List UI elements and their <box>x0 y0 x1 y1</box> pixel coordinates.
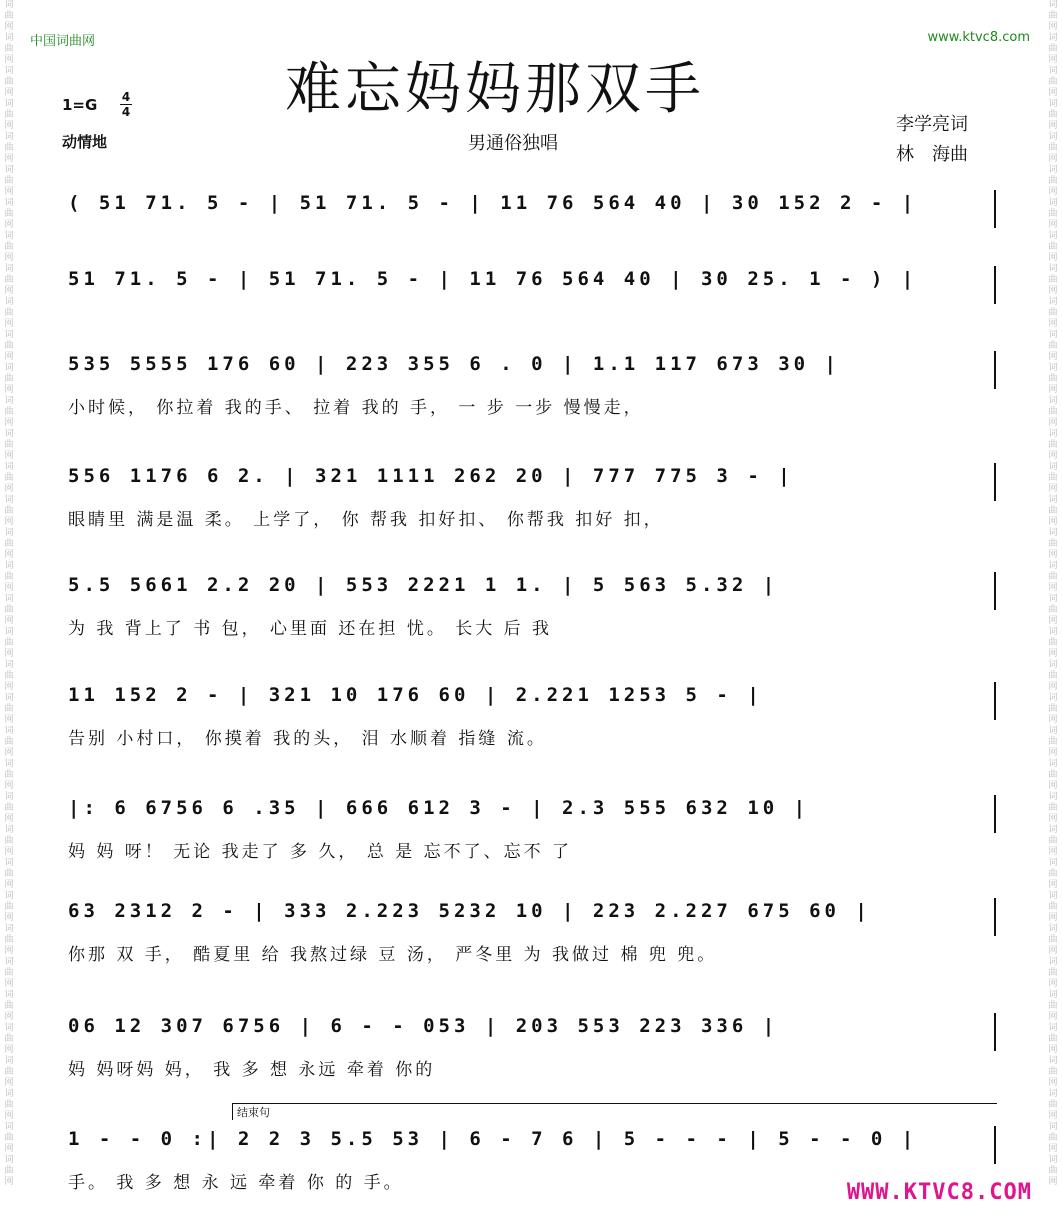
notation-line: 1 - - 0 :| 2 2 3 5.5 53 | 6 - 7 6 | 5 - - - | 5 - - 0 | <box>68 1128 918 1150</box>
site-url-right: www.ktvc8.com <box>927 30 1030 45</box>
bar-line <box>994 572 996 610</box>
notation-line: 556 1176 6 2. | 321 1111 262 20 | 777 775 3 - | <box>68 465 794 487</box>
performance-subtitle: 男通俗独唱 <box>468 133 558 154</box>
side-watermark-left: 词曲网词曲网词曲网词曲网词曲网词曲网词曲网词曲网词曲网词曲网词曲网词曲网词曲网词曲网词曲网词曲网词曲网词曲网词曲网词曲网词曲网词曲网词曲网词曲网词曲网词曲网词曲网词曲网词曲网词曲网词曲网词曲网词曲网词曲网词曲网词曲网 <box>4 0 14 1187</box>
notation-line: 5.5 5661 2.2 20 | 553 2221 1 1. | 5 563 5.32 | <box>68 574 779 596</box>
time-signature-bottom: 4 <box>121 105 131 119</box>
notation-line: 51 71. 5 - | 51 71. 5 - | 11 76 564 40 | 30 25. 1 - ) | <box>68 268 918 290</box>
bar-line <box>994 1013 996 1051</box>
lyric-line: 妈 妈 呀！ 无论 我走了 多 久， 总 是 忘不了、忘不 了 <box>68 842 573 862</box>
bar-line <box>994 463 996 501</box>
notation-line: 06 12 307 6756 | 6 - - 053 | 203 553 223 336 | <box>68 1015 779 1037</box>
bar-line <box>994 682 996 720</box>
site-name-left: 中国词曲网 <box>30 34 96 49</box>
bar-line <box>994 351 996 389</box>
final-bar-line <box>994 1126 996 1164</box>
key-signature: 1=G <box>62 96 98 114</box>
notation-line: ( 51 71. 5 - | 51 71. 5 - | 11 76 564 40 | 30 152 2 - | <box>68 192 918 214</box>
ending-bracket <box>232 1103 997 1120</box>
tempo-marking: 动情地 <box>62 133 108 151</box>
side-watermark-right: 词曲网词曲网词曲网词曲网词曲网词曲网词曲网词曲网词曲网词曲网词曲网词曲网词曲网词曲网词曲网词曲网词曲网词曲网词曲网词曲网词曲网词曲网词曲网词曲网词曲网词曲网词曲网词曲网词曲网词曲网词曲网词曲网词曲网词曲网词曲网词曲网 <box>1048 0 1058 1187</box>
footer-brand-logo: WWW.KTVC8.COM <box>846 1180 1032 1205</box>
bar-line <box>994 266 996 304</box>
composer-credit: 林 海曲 <box>896 144 968 165</box>
notation-line: 535 5555 176 60 | 223 355 6 . 0 | 1.1 117 673 30 | <box>68 353 840 375</box>
lyric-line: 手。 我 多 想 永 远 牵着 你 的 手。 <box>68 1173 404 1193</box>
bar-line <box>994 898 996 936</box>
time-signature <box>120 91 132 118</box>
lyric-line: 妈 妈呀妈 妈， 我 多 想 永远 牵着 你的 <box>68 1060 436 1080</box>
lyric-line: 你那 双 手， 酷夏里 给 我熬过绿 豆 汤， 严冬里 为 我做过 棉 兜 兜。 <box>68 945 718 965</box>
lyricist-credit: 李学亮词 <box>896 114 968 135</box>
time-signature-top: 4 <box>121 90 131 104</box>
lyric-line: 告别 小村口， 你摸着 我的头， 泪 水顺着 指缝 流。 <box>68 729 547 749</box>
lyric-line: 眼睛里 满是温 柔。 上学了， 你 帮我 扣好扣、 你帮我 扣好 扣， <box>68 510 664 530</box>
lyric-line: 为 我 背上了 书 包， 心里面 还在担 忧。 长大 后 我 <box>68 619 553 639</box>
bar-line <box>994 190 996 228</box>
notation-line: 63 2312 2 - | 333 2.223 5232 10 | 223 2.227 675 60 | <box>68 900 871 922</box>
song-title: 难忘妈妈那双手 <box>285 57 705 122</box>
lyric-line: 小时候， 你拉着 我的手、 拉着 我的 手， 一 步 一步 慢慢走， <box>68 398 644 418</box>
bar-line <box>994 795 996 833</box>
notation-line: 11 152 2 - | 321 10 176 60 | 2.221 1253 5 - | <box>68 684 763 706</box>
notation-line: |: 6 6756 6 .35 | 666 612 3 - | 2.3 555 632 10 | <box>68 797 810 819</box>
ending-label: 结束句 <box>237 1106 270 1119</box>
